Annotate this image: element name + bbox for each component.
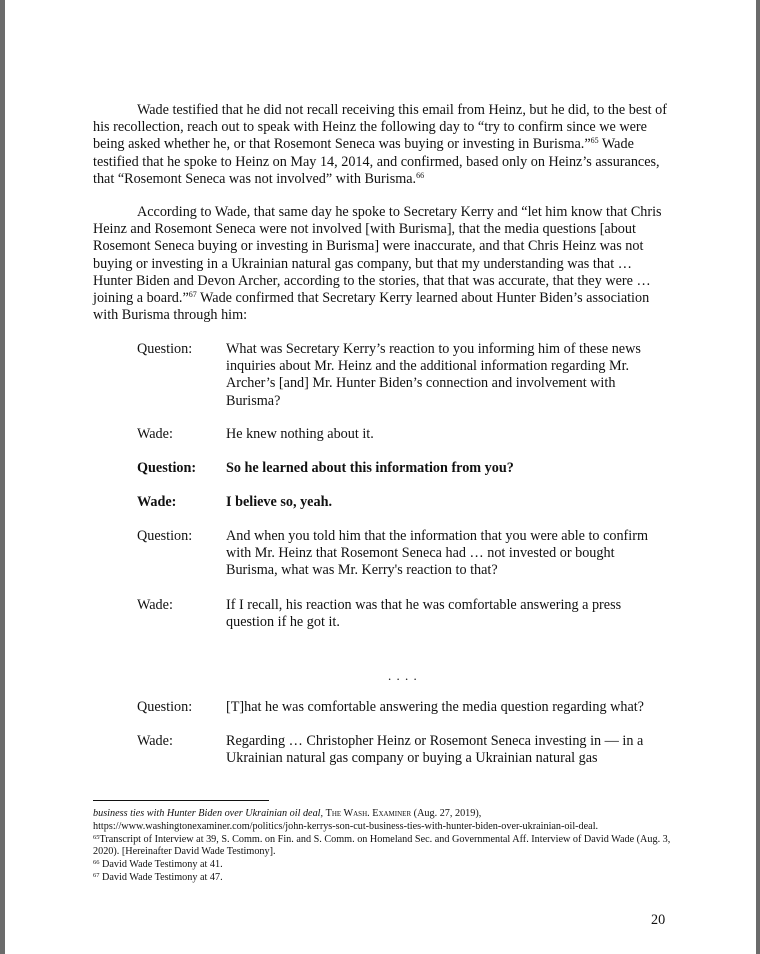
transcript-text: If I recall, his reaction was that he was comfortable answering a press question if he got it.	[226, 597, 622, 631]
speaker-label: Wade:	[137, 426, 173, 442]
footnote-65	[93, 834, 673, 860]
footnote-url: https://www.washingtonexaminer.com/politics/john-kerrys-son-cut-business-ties-with-hunter-biden-over-ukrainian-oil-deal.	[93, 820, 599, 832]
transcript-text: He knew nothing about it.	[226, 426, 374, 442]
page-number: 20	[651, 912, 666, 928]
footnote-number: 67	[93, 871, 100, 879]
omission-ellipsis: . . . .	[388, 668, 418, 683]
footnote-number: 65	[93, 833, 100, 841]
transcript-text: I believe so, yeah.	[226, 494, 333, 510]
footnote-continued	[93, 808, 673, 821]
scan-edge-right	[756, 0, 760, 954]
speaker-label: Question:	[137, 460, 197, 476]
footnote-number: 66	[93, 859, 100, 867]
speaker-label: Question:	[137, 699, 193, 715]
speaker-label: Question:	[137, 528, 193, 544]
transcript-text: And when you told him that the information that you were able to confirm with Mr. Heinz that Rosemont Seneca had … not invested or bought Burisma, what was Mr. Kerry's reaction to that?	[226, 528, 648, 579]
footnote-italic-title: business ties with Hunter Biden over Ukrainian oil deal,	[93, 808, 324, 819]
footnote-67	[93, 872, 673, 885]
transcript-text: So he learned about this information from you?	[226, 460, 514, 476]
speaker-label: Wade:	[137, 494, 177, 510]
paragraph-wade-testimony	[93, 102, 668, 188]
paragraph-text: Wade testified that he did not recall receiving this email from Heinz, but he did, to the best of his recollection, reach out to speak with Heinz the following day to “try to confirm since we were being asked whether he, or that Rosemont Seneca was buying or investing in Burisma.”	[93, 102, 667, 153]
footnote-text: Transcript of Interview at 39, S. Comm. on Fin. and S. Comm. on Homeland Sec. and Governmental Aff. Interview of David Wade (Aug. 3, 2020). [Hereinafter David Wade Testimony].	[93, 833, 671, 858]
paragraph-text: According to Wade, that same day he spoke to Secretary Kerry and “let him know that Chris Heinz and Rosemont Seneca were not involved [with Burisma], that the media questions [about Rosemont Seneca buying or investing in Burisma] were inaccurate, and that Chris Heinz was not buying or investing in a Ukrainian natural gas company, but that my understanding was that … Hunter Biden and Devon Archer, according to the stories, that that was accurate, that they were … joining a board.”	[93, 204, 662, 307]
footnotes	[93, 808, 673, 885]
footnote-text: David Wade Testimony at 47.	[99, 871, 223, 883]
footnote-text: David Wade Testimony at 41.	[99, 859, 223, 871]
footnote-source: The Wash. Examiner	[325, 808, 412, 819]
footnote-ref: 65	[590, 136, 599, 146]
transcript-text: What was Secretary Kerry’s reaction to you informing him of these news inquiries about Mr. Heinz and the additional information regarding Mr. Archer’s [and] Mr. Hunter Biden’s connection and involvement with Burisma?	[226, 341, 641, 409]
footnote-ref: 66	[416, 170, 425, 180]
speaker-label: Question:	[137, 341, 193, 357]
paragraph-text: Wade testified that he spoke to Heinz on May 14, 2014, and confirmed, based only on Heinz’s assurances, that “Rosemont Seneca was not involved” with Burisma.	[93, 136, 660, 187]
speaker-label: Wade:	[137, 733, 173, 749]
speaker-label: Wade:	[137, 597, 173, 613]
footnote-separator	[93, 800, 269, 801]
footnote-date: (Aug. 27, 2019),	[411, 808, 482, 819]
transcript-text: Regarding … Christopher Heinz or Rosemont Seneca investing in — in a Ukrainian natural gas company or buying a Ukrainian natural gas	[226, 733, 644, 767]
transcript-text: [T]hat he was comfortable answering the media question regarding what?	[226, 699, 644, 715]
footnote-ref: 67	[188, 290, 197, 300]
scan-edge-left	[0, 0, 5, 954]
paragraph-text: Wade confirmed that Secretary Kerry learned about Hunter Biden’s association with Burisma through him:	[93, 290, 650, 324]
paragraph-according-to-wade	[93, 204, 668, 324]
footnote-66	[93, 859, 673, 872]
